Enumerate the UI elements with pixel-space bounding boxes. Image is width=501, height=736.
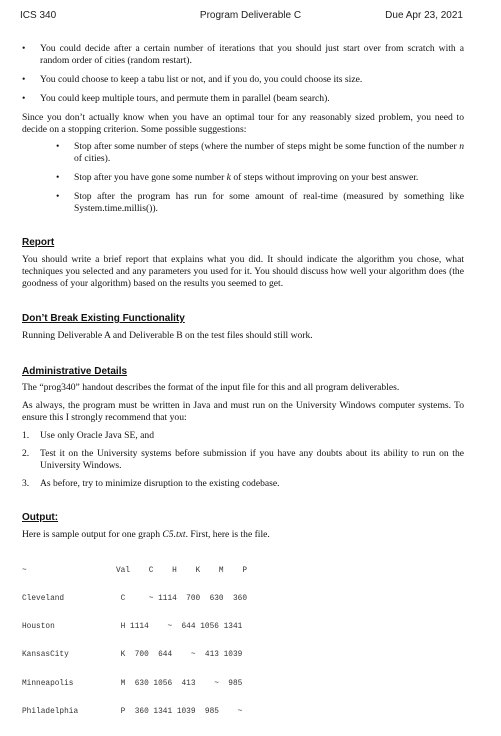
matrix-row: H 1114 ~ 644 1056 1341 [116,623,243,632]
bullet-icon: • [22,93,26,104]
numbered-item: 3. As before, try to minimize disruption to the existing codebase. [22,478,280,489]
matrix-row: M 630 1056 413 ~ 985 [116,679,243,688]
bullet-item: • You could keep multiple tours, and permute them in parallel (beam search). [22,93,330,104]
matrix-row: P 360 1341 1039 985 ~ [116,707,243,716]
admin-paragraph-1: The “prog340” handout describes the format of the input file for this and all program deliverables. [22,382,400,393]
admin-numbered-list [22,430,464,496]
bullet-icon: • [56,172,60,183]
output-intro: Here is sample output for one graph C5.txt. First, here is the file. [22,529,270,540]
city-list [22,548,78,736]
city-label: Minneapolis [22,679,74,688]
output-heading: Output: [22,512,59,523]
admin-paragraph-2: As always, the program must be written in Java and must run on the University Windows computer systems. To ensure this I strongly recommend that you: [22,400,464,423]
bullet-item: • You could decide after a certain number of iterations that you should just start over from scratch with a random order of cities (random restart). [22,43,464,66]
matrix-row: K 700 644 ~ 413 1039 [116,651,243,660]
bullet-icon: • [56,141,60,152]
numbered-item: 1. Use only Oracle Java SE, and [22,430,155,441]
bullet-item: • Stop after the program has run for some amount of real-time (measured by something like System.time.millis()). [56,191,464,214]
dont-break-heading: Don’t Break Existing Functionality [22,313,185,324]
report-heading: Report [22,237,55,248]
matrix-row: C ~ 1114 700 630 360 [116,595,248,604]
stopping-bullet-list [56,141,464,222]
matrix-row: Val C H K M P [116,566,248,575]
due-date: Due Apr 23, 2021 [385,10,463,21]
distance-matrix [116,548,247,736]
city-label: Cleveland [22,595,65,604]
report-paragraph: You should write a brief report that explains what you did. It should indicate the algorithm you chose, what techniques you selected and any parameters you used for it. You should discuss how well your algorithm does (the goodness of your algorithm) based on the results you seemed to get. [22,254,464,289]
bullet-icon: • [22,43,26,54]
bullet-item: • You could choose to keep a tabu list or not, and if you do, you could choose its size. [22,74,363,85]
city-label: Philadelphia [22,707,79,716]
dont-break-paragraph: Running Deliverable A and Deliverable B on the test files should still work. [22,330,313,341]
bullet-item: • Stop after some number of steps (where the number of steps might be some function of the number n of cities). [56,141,464,164]
stopping-intro: Since you don’t actually know when you have an optimal tour for any reasonably sized problem, you need to decide on a stopping criterion. Some possible suggestions: [22,112,464,135]
document-title: Program Deliverable C [199,10,302,21]
bullet-icon: • [22,74,26,85]
bullet-icon: • [56,191,60,202]
course-code: ICS 340 [20,10,57,21]
city-label: Houston [22,623,55,632]
numbered-item: 2. Test it on the University systems before submission if you have any doubts about its ability to run on the University Windows. [22,448,464,471]
city-label: ~ [22,566,27,575]
bullet-item: • Stop after you have gone some number k of steps without improving on your best answer. [56,172,419,183]
top-bullet-list [22,43,464,112]
admin-heading: Administrative Details [22,366,128,377]
city-label: KansasCity [22,651,69,660]
